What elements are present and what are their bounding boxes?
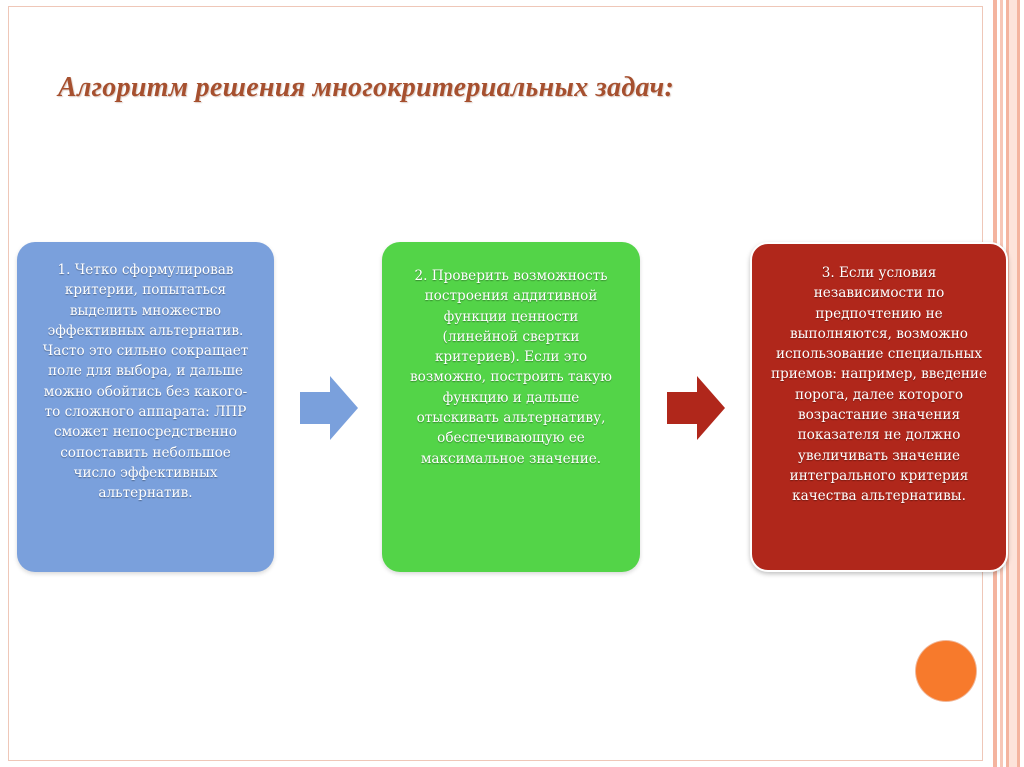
step-3-text: 3. Если условия независимости по предпочтению не выполняются, возможно использование специальных приемов: например, введение порога, далее которого возрастание значения показателя не должно увеличивать значение интегрального критерия качества альтернативы.: [770, 265, 988, 505]
slide-title: Алгоритм решения многокритериальных задач:: [58, 72, 675, 103]
step-box-1: [17, 242, 274, 572]
arrow-right-icon: [667, 376, 725, 440]
arrow-2-shape: [667, 376, 725, 440]
decorative-circle: [916, 641, 976, 701]
step-2-text: 2. Проверить возможность построения аддитивной функции ценности (линейной свертки критериев). Если это возможно, построить такую функцию и дальше отыскивать альтернативу, обеспечивающую ее максимальное значение.: [410, 268, 612, 467]
step-1-text: 1. Четко сформулировав критерии, попытаться выделить множество эффективных альтернатив. Часто это сильно сокращает поле для выбора, и дальше можно обойтись без какого-то сложного аппарата: ЛПР сможет непосредственно сопоставить небольшое число эффективных альтернатив.: [42, 262, 249, 502]
step-box-2: [382, 242, 640, 572]
arrow-right-icon: [300, 376, 358, 440]
arrow-1-shape: [300, 376, 358, 440]
step-box-3: [750, 242, 1008, 572]
